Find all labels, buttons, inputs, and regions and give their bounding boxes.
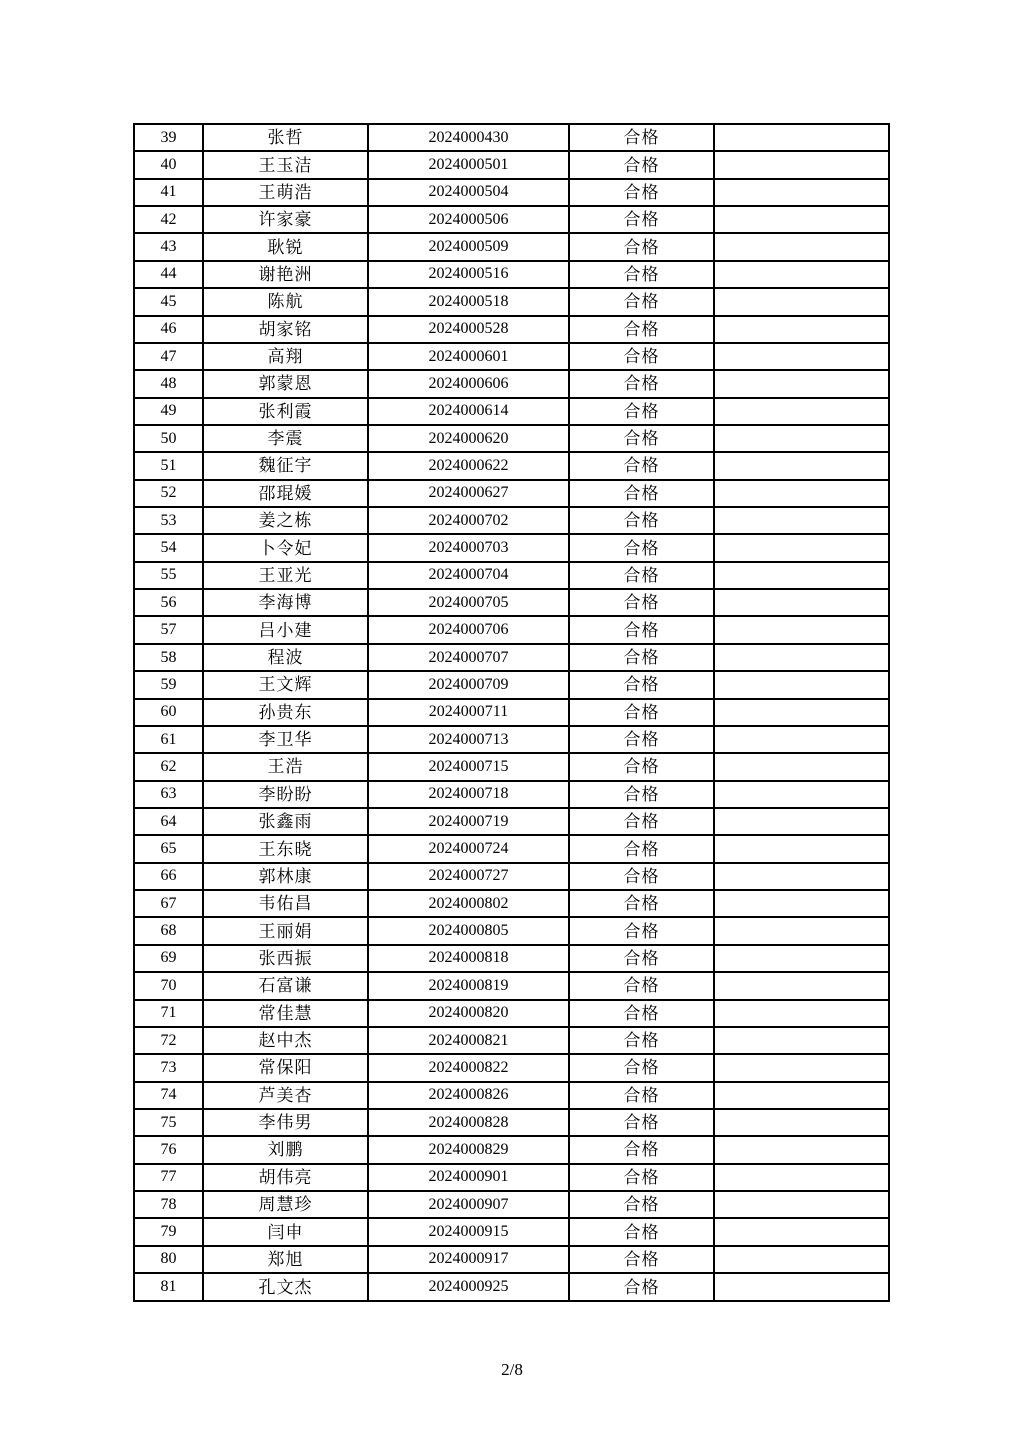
- exam-id-cell: 2024000620: [368, 425, 569, 452]
- result-cell: 合格: [569, 808, 714, 835]
- exam-id-cell: 2024000715: [368, 753, 569, 780]
- exam-id-cell: 2024000706: [368, 616, 569, 643]
- table-row: [134, 1273, 889, 1301]
- remark-cell: [714, 917, 889, 944]
- remark-cell: [714, 261, 889, 288]
- name-cell: 闫申: [203, 1218, 368, 1245]
- exam-id-cell: 2024000820: [368, 1000, 569, 1027]
- table-row: [134, 917, 889, 944]
- exam-id-cell: 2024000704: [368, 562, 569, 589]
- remark-cell: [714, 206, 889, 233]
- name-cell: 魏征宇: [203, 452, 368, 479]
- table-row: [134, 863, 889, 890]
- name-cell: 芦美杏: [203, 1082, 368, 1109]
- name-cell: 常佳慧: [203, 1000, 368, 1027]
- exam-id-cell: 2024000516: [368, 261, 569, 288]
- name-cell: 姜之栋: [203, 507, 368, 534]
- remark-cell: [714, 343, 889, 370]
- exam-id-cell: 2024000724: [368, 835, 569, 862]
- table-row: [134, 616, 889, 643]
- row-number-cell: 79: [134, 1218, 203, 1245]
- result-cell: 合格: [569, 452, 714, 479]
- exam-id-cell: 2024000818: [368, 945, 569, 972]
- row-number-cell: 71: [134, 1000, 203, 1027]
- name-cell: 卜令妃: [203, 534, 368, 561]
- remark-cell: [714, 1054, 889, 1081]
- remark-cell: [714, 288, 889, 315]
- result-cell: 合格: [569, 151, 714, 178]
- results-table-body: [134, 124, 889, 1301]
- row-number-cell: 55: [134, 562, 203, 589]
- remark-cell: [714, 124, 889, 151]
- exam-id-cell: 2024000711: [368, 699, 569, 726]
- name-cell: 王文辉: [203, 671, 368, 698]
- results-table: [133, 123, 890, 1302]
- remark-cell: [714, 316, 889, 343]
- result-cell: 合格: [569, 945, 714, 972]
- remark-cell: [714, 1218, 889, 1245]
- exam-id-cell: 2024000509: [368, 233, 569, 260]
- exam-id-cell: 2024000703: [368, 534, 569, 561]
- name-cell: 谢艳洲: [203, 261, 368, 288]
- row-number-cell: 70: [134, 972, 203, 999]
- result-cell: 合格: [569, 589, 714, 616]
- name-cell: 孙贵东: [203, 699, 368, 726]
- table-row: [134, 316, 889, 343]
- name-cell: 郭林康: [203, 863, 368, 890]
- remark-cell: [714, 589, 889, 616]
- result-cell: 合格: [569, 616, 714, 643]
- row-number-cell: 40: [134, 151, 203, 178]
- row-number-cell: 61: [134, 726, 203, 753]
- remark-cell: [714, 480, 889, 507]
- remark-cell: [714, 781, 889, 808]
- exam-id-cell: 2024000829: [368, 1136, 569, 1163]
- exam-id-cell: 2024000727: [368, 863, 569, 890]
- table-row: [134, 261, 889, 288]
- row-number-cell: 39: [134, 124, 203, 151]
- row-number-cell: 59: [134, 671, 203, 698]
- remark-cell: [714, 753, 889, 780]
- result-cell: 合格: [569, 644, 714, 671]
- remark-cell: [714, 972, 889, 999]
- table-row: [134, 589, 889, 616]
- table-row: [134, 343, 889, 370]
- row-number-cell: 50: [134, 425, 203, 452]
- exam-id-cell: 2024000707: [368, 644, 569, 671]
- name-cell: 王东晓: [203, 835, 368, 862]
- name-cell: 李盼盼: [203, 781, 368, 808]
- exam-id-cell: 2024000614: [368, 398, 569, 425]
- table-row: [134, 1218, 889, 1245]
- result-cell: 合格: [569, 343, 714, 370]
- remark-cell: [714, 644, 889, 671]
- name-cell: 王亚光: [203, 562, 368, 589]
- table-row: [134, 1191, 889, 1218]
- name-cell: 李伟男: [203, 1109, 368, 1136]
- name-cell: 陈航: [203, 288, 368, 315]
- name-cell: 胡伟亮: [203, 1164, 368, 1191]
- name-cell: 高翔: [203, 343, 368, 370]
- table-row: [134, 726, 889, 753]
- result-cell: 合格: [569, 398, 714, 425]
- row-number-cell: 51: [134, 452, 203, 479]
- result-cell: 合格: [569, 1246, 714, 1273]
- result-cell: 合格: [569, 726, 714, 753]
- row-number-cell: 72: [134, 1027, 203, 1054]
- remark-cell: [714, 425, 889, 452]
- result-cell: 合格: [569, 1054, 714, 1081]
- remark-cell: [714, 179, 889, 206]
- result-cell: 合格: [569, 1164, 714, 1191]
- exam-id-cell: 2024000718: [368, 781, 569, 808]
- table-row: [134, 1027, 889, 1054]
- result-cell: 合格: [569, 480, 714, 507]
- row-number-cell: 53: [134, 507, 203, 534]
- table-row: [134, 1136, 889, 1163]
- remark-cell: [714, 1164, 889, 1191]
- result-cell: 合格: [569, 1082, 714, 1109]
- result-cell: 合格: [569, 316, 714, 343]
- table-row: [134, 425, 889, 452]
- row-number-cell: 52: [134, 480, 203, 507]
- table-row: [134, 1082, 889, 1109]
- remark-cell: [714, 1246, 889, 1273]
- table-row: [134, 644, 889, 671]
- name-cell: 李卫华: [203, 726, 368, 753]
- result-cell: 合格: [569, 1273, 714, 1301]
- row-number-cell: 42: [134, 206, 203, 233]
- row-number-cell: 49: [134, 398, 203, 425]
- result-cell: 合格: [569, 835, 714, 862]
- remark-cell: [714, 699, 889, 726]
- table-row: [134, 151, 889, 178]
- row-number-cell: 54: [134, 534, 203, 561]
- row-number-cell: 56: [134, 589, 203, 616]
- table-row: [134, 480, 889, 507]
- remark-cell: [714, 1273, 889, 1301]
- row-number-cell: 45: [134, 288, 203, 315]
- remark-cell: [714, 616, 889, 643]
- name-cell: 韦佑昌: [203, 890, 368, 917]
- exam-id-cell: 2024000826: [368, 1082, 569, 1109]
- result-cell: 合格: [569, 370, 714, 397]
- result-cell: 合格: [569, 206, 714, 233]
- table-row: [134, 370, 889, 397]
- table-row: [134, 507, 889, 534]
- result-cell: 合格: [569, 671, 714, 698]
- table-row: [134, 534, 889, 561]
- row-number-cell: 63: [134, 781, 203, 808]
- name-cell: 吕小建: [203, 616, 368, 643]
- name-cell: 赵中杰: [203, 1027, 368, 1054]
- name-cell: 王玉洁: [203, 151, 368, 178]
- name-cell: 刘鹏: [203, 1136, 368, 1163]
- table-row: [134, 398, 889, 425]
- result-cell: 合格: [569, 1109, 714, 1136]
- exam-id-cell: 2024000705: [368, 589, 569, 616]
- name-cell: 邵琨媛: [203, 480, 368, 507]
- exam-id-cell: 2024000805: [368, 917, 569, 944]
- row-number-cell: 78: [134, 1191, 203, 1218]
- exam-id-cell: 2024000821: [368, 1027, 569, 1054]
- result-cell: 合格: [569, 863, 714, 890]
- name-cell: 张西振: [203, 945, 368, 972]
- row-number-cell: 74: [134, 1082, 203, 1109]
- name-cell: 胡家铭: [203, 316, 368, 343]
- table-row: [134, 288, 889, 315]
- table-row: [134, 452, 889, 479]
- table-row: [134, 835, 889, 862]
- result-cell: 合格: [569, 917, 714, 944]
- exam-id-cell: 2024000822: [368, 1054, 569, 1081]
- name-cell: 耿锐: [203, 233, 368, 260]
- remark-cell: [714, 507, 889, 534]
- result-cell: 合格: [569, 179, 714, 206]
- result-cell: 合格: [569, 1000, 714, 1027]
- exam-id-cell: 2024000901: [368, 1164, 569, 1191]
- row-number-cell: 69: [134, 945, 203, 972]
- exam-id-cell: 2024000528: [368, 316, 569, 343]
- exam-id-cell: 2024000917: [368, 1246, 569, 1273]
- table-row: [134, 206, 889, 233]
- table-row: [134, 753, 889, 780]
- result-cell: 合格: [569, 507, 714, 534]
- table-row: [134, 562, 889, 589]
- exam-id-cell: 2024000501: [368, 151, 569, 178]
- remark-cell: [714, 452, 889, 479]
- row-number-cell: 58: [134, 644, 203, 671]
- result-cell: 合格: [569, 562, 714, 589]
- remark-cell: [714, 370, 889, 397]
- exam-id-cell: 2024000828: [368, 1109, 569, 1136]
- table-row: [134, 699, 889, 726]
- remark-cell: [714, 671, 889, 698]
- result-cell: 合格: [569, 1191, 714, 1218]
- row-number-cell: 81: [134, 1273, 203, 1301]
- table-row: [134, 808, 889, 835]
- remark-cell: [714, 1027, 889, 1054]
- name-cell: 石富谦: [203, 972, 368, 999]
- name-cell: 孔文杰: [203, 1273, 368, 1301]
- remark-cell: [714, 945, 889, 972]
- name-cell: 常保阳: [203, 1054, 368, 1081]
- name-cell: 郭蒙恩: [203, 370, 368, 397]
- row-number-cell: 75: [134, 1109, 203, 1136]
- result-cell: 合格: [569, 261, 714, 288]
- remark-cell: [714, 1000, 889, 1027]
- page-number: 2/8: [501, 1360, 523, 1379]
- result-cell: 合格: [569, 753, 714, 780]
- result-cell: 合格: [569, 425, 714, 452]
- table-row: [134, 233, 889, 260]
- exam-id-cell: 2024000518: [368, 288, 569, 315]
- table-row: [134, 945, 889, 972]
- result-cell: 合格: [569, 1027, 714, 1054]
- exam-id-cell: 2024000719: [368, 808, 569, 835]
- row-number-cell: 46: [134, 316, 203, 343]
- result-cell: 合格: [569, 1218, 714, 1245]
- remark-cell: [714, 835, 889, 862]
- exam-id-cell: 2024000622: [368, 452, 569, 479]
- row-number-cell: 77: [134, 1164, 203, 1191]
- name-cell: 张哲: [203, 124, 368, 151]
- name-cell: 张鑫雨: [203, 808, 368, 835]
- result-cell: 合格: [569, 781, 714, 808]
- exam-id-cell: 2024000601: [368, 343, 569, 370]
- row-number-cell: 68: [134, 917, 203, 944]
- row-number-cell: 67: [134, 890, 203, 917]
- remark-cell: [714, 890, 889, 917]
- exam-id-cell: 2024000802: [368, 890, 569, 917]
- result-cell: 合格: [569, 890, 714, 917]
- table-row: [134, 972, 889, 999]
- result-cell: 合格: [569, 699, 714, 726]
- result-cell: 合格: [569, 534, 714, 561]
- exam-id-cell: 2024000430: [368, 124, 569, 151]
- remark-cell: [714, 863, 889, 890]
- result-cell: 合格: [569, 288, 714, 315]
- name-cell: 周慧珍: [203, 1191, 368, 1218]
- name-cell: 许家豪: [203, 206, 368, 233]
- result-cell: 合格: [569, 972, 714, 999]
- row-number-cell: 41: [134, 179, 203, 206]
- remark-cell: [714, 233, 889, 260]
- exam-id-cell: 2024000504: [368, 179, 569, 206]
- table-row: [134, 124, 889, 151]
- table-row: [134, 1246, 889, 1273]
- table-row: [134, 671, 889, 698]
- exam-id-cell: 2024000925: [368, 1273, 569, 1301]
- exam-id-cell: 2024000915: [368, 1218, 569, 1245]
- name-cell: 王萌浩: [203, 179, 368, 206]
- exam-id-cell: 2024000713: [368, 726, 569, 753]
- exam-id-cell: 2024000702: [368, 507, 569, 534]
- name-cell: 程波: [203, 644, 368, 671]
- row-number-cell: 76: [134, 1136, 203, 1163]
- exam-id-cell: 2024000506: [368, 206, 569, 233]
- row-number-cell: 80: [134, 1246, 203, 1273]
- remark-cell: [714, 151, 889, 178]
- remark-cell: [714, 726, 889, 753]
- table-row: [134, 1109, 889, 1136]
- remark-cell: [714, 534, 889, 561]
- remark-cell: [714, 1136, 889, 1163]
- row-number-cell: 60: [134, 699, 203, 726]
- remark-cell: [714, 1082, 889, 1109]
- table-row: [134, 1164, 889, 1191]
- exam-id-cell: 2024000606: [368, 370, 569, 397]
- table-row: [134, 1000, 889, 1027]
- remark-cell: [714, 1191, 889, 1218]
- name-cell: 李震: [203, 425, 368, 452]
- exam-id-cell: 2024000907: [368, 1191, 569, 1218]
- table-row: [134, 179, 889, 206]
- row-number-cell: 66: [134, 863, 203, 890]
- row-number-cell: 48: [134, 370, 203, 397]
- remark-cell: [714, 808, 889, 835]
- remark-cell: [714, 398, 889, 425]
- row-number-cell: 65: [134, 835, 203, 862]
- exam-id-cell: 2024000627: [368, 480, 569, 507]
- name-cell: 张利霞: [203, 398, 368, 425]
- name-cell: 郑旭: [203, 1246, 368, 1273]
- name-cell: 王浩: [203, 753, 368, 780]
- table-row: [134, 890, 889, 917]
- row-number-cell: 43: [134, 233, 203, 260]
- row-number-cell: 62: [134, 753, 203, 780]
- name-cell: 李海博: [203, 589, 368, 616]
- table-row: [134, 781, 889, 808]
- result-cell: 合格: [569, 1136, 714, 1163]
- name-cell: 王丽娟: [203, 917, 368, 944]
- remark-cell: [714, 562, 889, 589]
- exam-id-cell: 2024000709: [368, 671, 569, 698]
- row-number-cell: 64: [134, 808, 203, 835]
- row-number-cell: 57: [134, 616, 203, 643]
- table-row: [134, 1054, 889, 1081]
- row-number-cell: 73: [134, 1054, 203, 1081]
- result-cell: 合格: [569, 124, 714, 151]
- exam-id-cell: 2024000819: [368, 972, 569, 999]
- row-number-cell: 47: [134, 343, 203, 370]
- remark-cell: [714, 1109, 889, 1136]
- result-cell: 合格: [569, 233, 714, 260]
- row-number-cell: 44: [134, 261, 203, 288]
